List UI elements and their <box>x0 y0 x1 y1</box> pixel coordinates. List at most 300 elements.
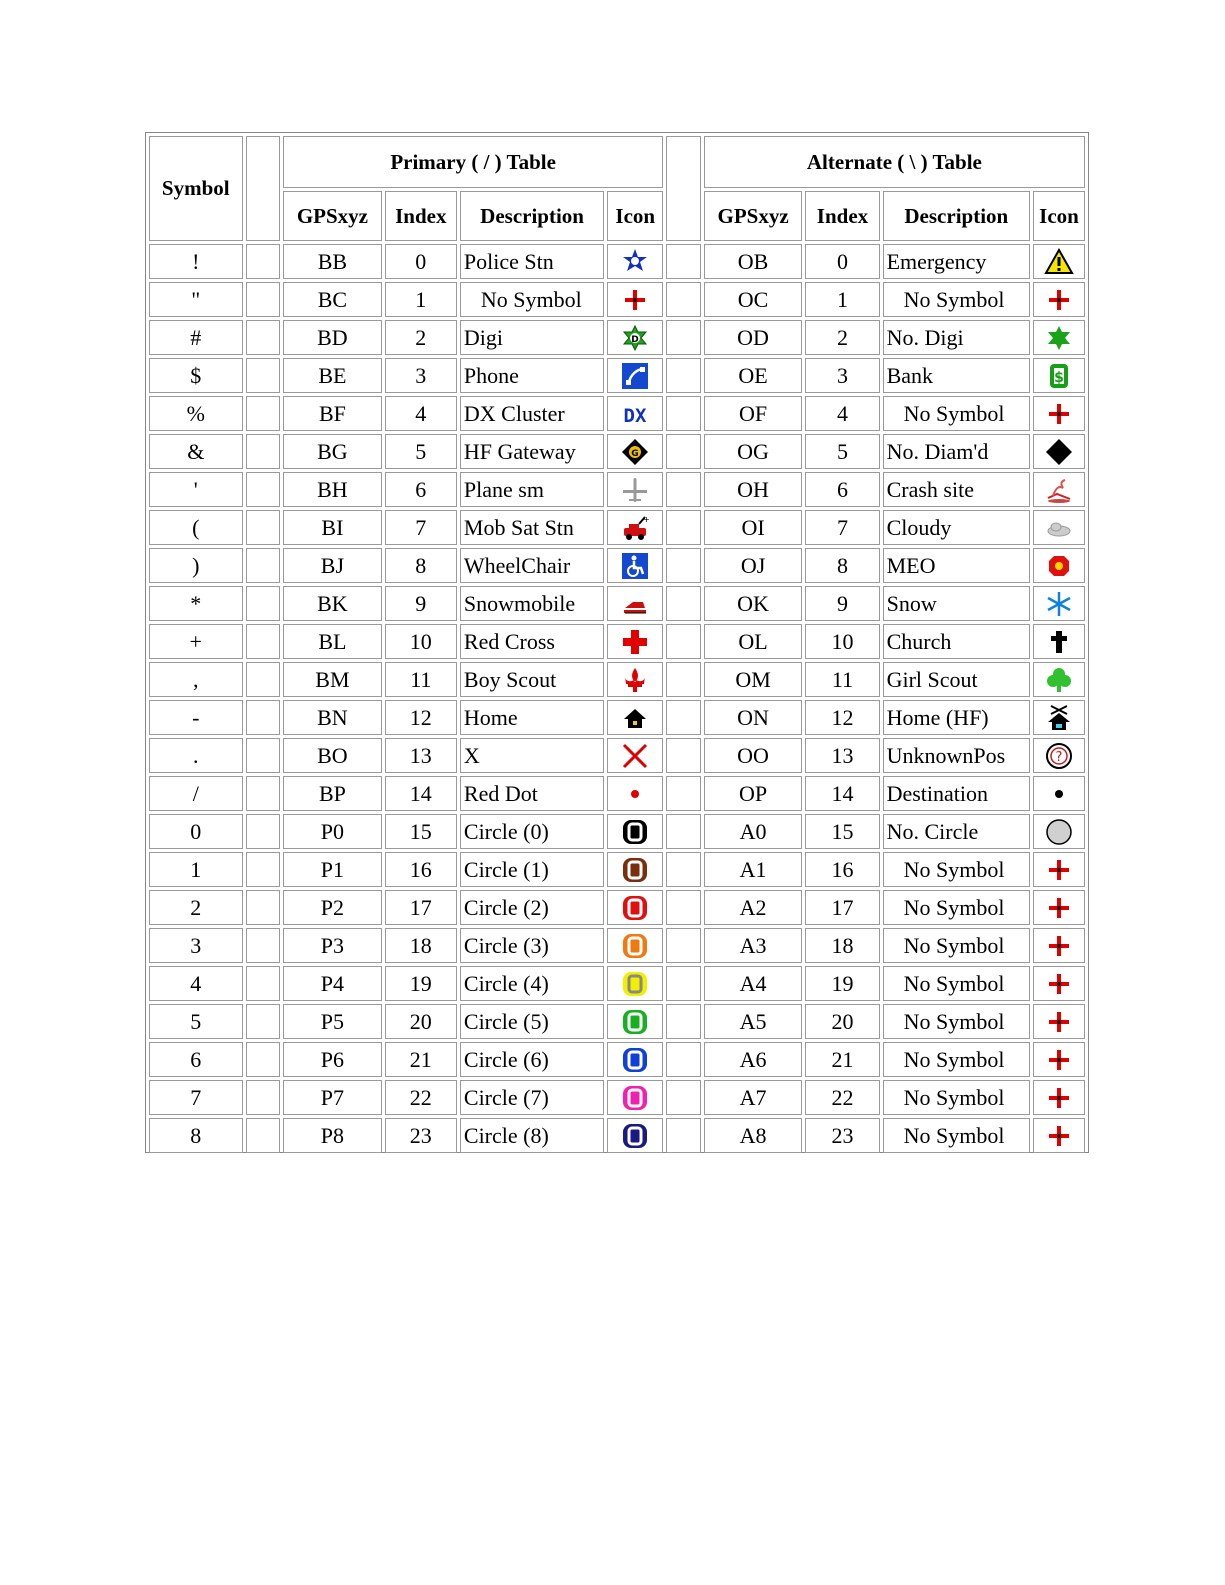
circle-2-icon <box>621 894 649 922</box>
column-spacer <box>246 282 281 317</box>
column-spacer <box>246 320 281 355</box>
alternate-index-cell: 21 <box>805 1042 879 1077</box>
alternate-icon-header: Icon <box>1033 191 1085 241</box>
alternate-gpsxyz-cell: A4 <box>704 966 803 1001</box>
primary-index-cell: 5 <box>385 434 457 469</box>
primary-gpsxyz-cell: P3 <box>283 928 382 963</box>
alternate-description-cell: No. Diam'd <box>883 434 1030 469</box>
no-symbol-cross-icon <box>1045 856 1073 884</box>
primary-description-cell: Boy Scout <box>460 662 604 697</box>
column-spacer <box>246 244 281 279</box>
primary-gpsxyz-cell: BE <box>283 358 382 393</box>
alternate-gpsxyz-cell: A1 <box>704 852 803 887</box>
alternate-description-cell: No Symbol <box>883 890 1030 925</box>
svg-text:D: D <box>631 334 639 345</box>
primary-gpsxyz-cell: BP <box>283 776 382 811</box>
alternate-gpsxyz-cell: OE <box>704 358 803 393</box>
alternate-index-cell: 9 <box>805 586 879 621</box>
primary-icon-cell <box>607 662 663 697</box>
alternate-description-cell: No Symbol <box>883 1042 1030 1077</box>
primary-index-cell: 8 <box>385 548 457 583</box>
table-row <box>149 776 1085 811</box>
alternate-gpsxyz-cell: OB <box>704 244 803 279</box>
alternate-index-cell: 7 <box>805 510 879 545</box>
aprs-symbol-table <box>146 133 1088 1156</box>
alternate-icon-cell <box>1033 1118 1085 1153</box>
alternate-description-cell: No Symbol <box>883 928 1030 963</box>
primary-index-cell: 12 <box>385 700 457 735</box>
alternate-icon-cell <box>1033 244 1085 279</box>
primary-icon-cell <box>607 1042 663 1077</box>
symbol-cell: % <box>149 396 243 431</box>
primary-icon-cell <box>607 814 663 849</box>
column-spacer <box>666 434 701 469</box>
alternate-index-cell: 13 <box>805 738 879 773</box>
dx-icon <box>621 400 649 428</box>
x-icon <box>621 742 649 770</box>
alternate-gpsxyz-cell: A8 <box>704 1118 803 1153</box>
symbol-cell: # <box>149 320 243 355</box>
alternate-description-cell: No Symbol <box>883 1118 1030 1153</box>
primary-gpsxyz-cell: BC <box>283 282 382 317</box>
table-row <box>149 738 1085 773</box>
primary-icon-cell <box>607 586 663 621</box>
primary-icon-cell <box>607 472 663 507</box>
svg-text:DX: DX <box>623 404 647 427</box>
column-spacer <box>246 738 281 773</box>
table-row <box>149 1118 1085 1153</box>
symbol-cell: . <box>149 738 243 773</box>
alternate-description-cell: No Symbol <box>883 396 1030 431</box>
alternate-gpsxyz-cell: OM <box>704 662 803 697</box>
primary-description-cell: Circle (1) <box>460 852 604 887</box>
alternate-icon-cell <box>1033 472 1085 507</box>
column-spacer <box>666 776 701 811</box>
no-symbol-cross-icon <box>621 286 649 314</box>
primary-icon-cell <box>607 1118 663 1153</box>
primary-description-cell: Circle (0) <box>460 814 604 849</box>
column-spacer <box>246 624 281 659</box>
symbol-cell: 7 <box>149 1080 243 1115</box>
column-spacer <box>666 136 701 241</box>
primary-icon-cell <box>607 966 663 1001</box>
column-spacer <box>666 282 701 317</box>
primary-description-cell: Circle (7) <box>460 1080 604 1115</box>
primary-icon-cell <box>607 624 663 659</box>
alternate-gpsxyz-header: GPSxyz <box>704 191 803 241</box>
primary-description-cell: Phone <box>460 358 604 393</box>
column-spacer <box>246 928 281 963</box>
column-spacer <box>246 548 281 583</box>
alternate-icon-cell <box>1033 282 1085 317</box>
column-spacer <box>246 136 281 241</box>
alternate-icon-cell <box>1033 396 1085 431</box>
column-spacer <box>246 1080 281 1115</box>
primary-gpsxyz-cell: BJ <box>283 548 382 583</box>
bank-icon <box>1045 362 1073 390</box>
symbol-cell: 5 <box>149 1004 243 1039</box>
primary-icon-cell <box>607 358 663 393</box>
alternate-index-cell: 2 <box>805 320 879 355</box>
primary-gpsxyz-cell: P2 <box>283 890 382 925</box>
primary-index-cell: 15 <box>385 814 457 849</box>
primary-icon-cell <box>607 1004 663 1039</box>
alternate-icon-cell <box>1033 814 1085 849</box>
alternate-gpsxyz-cell: A5 <box>704 1004 803 1039</box>
column-spacer <box>666 1004 701 1039</box>
symbol-cell: 1 <box>149 852 243 887</box>
cloud-icon <box>1045 514 1073 542</box>
primary-icon-cell <box>607 776 663 811</box>
alternate-description-cell: No Symbol <box>883 1004 1030 1039</box>
phone-icon <box>621 362 649 390</box>
circle-0-icon <box>621 818 649 846</box>
no-symbol-cross-icon <box>1045 970 1073 998</box>
question-circle-icon <box>1045 742 1073 770</box>
table-row <box>149 1080 1085 1115</box>
primary-gpsxyz-cell: BK <box>283 586 382 621</box>
symbol-cell: + <box>149 624 243 659</box>
primary-gpsxyz-cell: BD <box>283 320 382 355</box>
alternate-icon-cell <box>1033 624 1085 659</box>
primary-description-cell: No Symbol <box>460 282 604 317</box>
primary-description-cell: DX Cluster <box>460 396 604 431</box>
svg-text:G: G <box>631 448 639 459</box>
table-row <box>149 510 1085 545</box>
alternate-icon-cell <box>1033 890 1085 925</box>
green-star-icon <box>1045 324 1073 352</box>
table-row <box>149 244 1085 279</box>
column-spacer <box>246 510 281 545</box>
primary-description-cell: Circle (8) <box>460 1118 604 1153</box>
police-star-icon <box>621 248 649 276</box>
column-spacer <box>666 1042 701 1077</box>
primary-index-cell: 17 <box>385 890 457 925</box>
alternate-description-cell: No. Circle <box>883 814 1030 849</box>
circle-3-icon <box>621 932 649 960</box>
symbol-header: Symbol <box>149 136 243 241</box>
primary-description-cell: Circle (5) <box>460 1004 604 1039</box>
symbol-cell: 0 <box>149 814 243 849</box>
table-row <box>149 586 1085 621</box>
primary-icon-cell <box>607 396 663 431</box>
alternate-gpsxyz-cell: A3 <box>704 928 803 963</box>
circle-5-icon <box>621 1008 649 1036</box>
primary-gpsxyz-cell: P7 <box>283 1080 382 1115</box>
primary-index-cell: 0 <box>385 244 457 279</box>
primary-index-cell: 20 <box>385 1004 457 1039</box>
svg-text:$: $ <box>1054 369 1064 386</box>
primary-icon-cell <box>607 852 663 887</box>
wheelchair-icon <box>621 552 649 580</box>
primary-index-cell: 18 <box>385 928 457 963</box>
alternate-description-cell: MEO <box>883 548 1030 583</box>
column-spacer <box>246 814 281 849</box>
primary-description-cell: Red Dot <box>460 776 604 811</box>
alternate-gpsxyz-cell: OO <box>704 738 803 773</box>
primary-gpsxyz-header: GPSxyz <box>283 191 382 241</box>
column-spacer <box>666 966 701 1001</box>
black-diamond-icon <box>1045 438 1073 466</box>
table-row <box>149 852 1085 887</box>
alternate-icon-cell <box>1033 928 1085 963</box>
alternate-index-cell: 18 <box>805 928 879 963</box>
primary-description-cell: HF Gateway <box>460 434 604 469</box>
alternate-description-cell: Crash site <box>883 472 1030 507</box>
alternate-icon-cell <box>1033 548 1085 583</box>
symbol-cell: , <box>149 662 243 697</box>
primary-gpsxyz-cell: BI <box>283 510 382 545</box>
alternate-index-cell: 15 <box>805 814 879 849</box>
plane-icon <box>621 476 649 504</box>
table-row <box>149 434 1085 469</box>
column-spacer <box>666 1118 701 1153</box>
circle-1-icon <box>621 856 649 884</box>
column-spacer <box>666 548 701 583</box>
column-spacer <box>246 662 281 697</box>
alternate-gpsxyz-cell: OI <box>704 510 803 545</box>
no-symbol-cross-icon <box>1045 1046 1073 1074</box>
primary-gpsxyz-cell: P6 <box>283 1042 382 1077</box>
snowflake-icon <box>1045 590 1073 618</box>
symbol-cell: ( <box>149 510 243 545</box>
primary-icon-cell <box>607 1080 663 1115</box>
alternate-icon-cell <box>1033 1080 1085 1115</box>
primary-index-cell: 21 <box>385 1042 457 1077</box>
table-row <box>149 814 1085 849</box>
alternate-icon-cell <box>1033 966 1085 1001</box>
primary-description-cell: Plane sm <box>460 472 604 507</box>
svg-text:?: ? <box>1055 749 1063 765</box>
alternate-gpsxyz-cell: A6 <box>704 1042 803 1077</box>
primary-index-cell: 3 <box>385 358 457 393</box>
alternate-gpsxyz-cell: OF <box>704 396 803 431</box>
primary-description-cell: Circle (2) <box>460 890 604 925</box>
red-dot-icon <box>621 780 649 808</box>
column-spacer <box>666 890 701 925</box>
alternate-description-cell: No Symbol <box>883 1080 1030 1115</box>
no-symbol-cross-icon <box>1045 932 1073 960</box>
alternate-gpsxyz-cell: ON <box>704 700 803 735</box>
primary-description-cell: Police Stn <box>460 244 604 279</box>
symbol-cell: ! <box>149 244 243 279</box>
column-spacer <box>666 1080 701 1115</box>
symbol-cell: / <box>149 776 243 811</box>
alternate-description-cell: Snow <box>883 586 1030 621</box>
primary-gpsxyz-cell: BF <box>283 396 382 431</box>
digi-star-icon <box>621 324 649 352</box>
primary-description-cell: Circle (6) <box>460 1042 604 1077</box>
alternate-description-cell: Church <box>883 624 1030 659</box>
primary-description-cell: Snowmobile <box>460 586 604 621</box>
alternate-description-cell: Cloudy <box>883 510 1030 545</box>
column-spacer <box>246 586 281 621</box>
alternate-gpsxyz-cell: A7 <box>704 1080 803 1115</box>
column-spacer <box>246 700 281 735</box>
primary-icon-cell <box>607 510 663 545</box>
primary-gpsxyz-cell: P4 <box>283 966 382 1001</box>
alternate-gpsxyz-cell: OG <box>704 434 803 469</box>
alternate-description-cell: Home (HF) <box>883 700 1030 735</box>
alternate-gpsxyz-cell: OC <box>704 282 803 317</box>
church-cross-icon <box>1045 628 1073 656</box>
column-spacer <box>666 662 701 697</box>
alternate-index-cell: 20 <box>805 1004 879 1039</box>
column-spacer <box>666 852 701 887</box>
column-spacer <box>246 434 281 469</box>
trefoil-icon <box>1045 666 1073 694</box>
column-spacer <box>666 244 701 279</box>
svg-text:+: + <box>643 514 650 524</box>
table-row <box>149 928 1085 963</box>
column-spacer <box>666 738 701 773</box>
column-spacer <box>666 624 701 659</box>
primary-index-cell: 7 <box>385 510 457 545</box>
primary-gpsxyz-cell: BM <box>283 662 382 697</box>
alternate-index-cell: 16 <box>805 852 879 887</box>
alternate-gpsxyz-cell: A2 <box>704 890 803 925</box>
alternate-index-cell: 19 <box>805 966 879 1001</box>
fleur-de-lis-icon <box>621 666 649 694</box>
primary-gpsxyz-cell: BN <box>283 700 382 735</box>
circle-4-icon <box>621 970 649 998</box>
circle-7-icon <box>621 1084 649 1112</box>
no-symbol-cross-icon <box>1045 1008 1073 1036</box>
symbol-cell: 2 <box>149 890 243 925</box>
alternate-description-cell: Destination <box>883 776 1030 811</box>
primary-index-cell: 16 <box>385 852 457 887</box>
column-spacer <box>246 1118 281 1153</box>
table-row <box>149 396 1085 431</box>
symbol-cell: & <box>149 434 243 469</box>
primary-index-cell: 11 <box>385 662 457 697</box>
alternate-table-title: Alternate ( \ ) Table <box>704 136 1085 188</box>
red-cross-icon <box>621 628 649 656</box>
primary-index-cell: 2 <box>385 320 457 355</box>
primary-index-cell: 1 <box>385 282 457 317</box>
primary-index-cell: 10 <box>385 624 457 659</box>
black-dot-icon <box>1045 780 1073 808</box>
column-spacer <box>246 1004 281 1039</box>
alternate-icon-cell <box>1033 586 1085 621</box>
no-symbol-cross-icon <box>1045 286 1073 314</box>
primary-icon-cell <box>607 282 663 317</box>
symbol-cell: ) <box>149 548 243 583</box>
alternate-index-cell: 23 <box>805 1118 879 1153</box>
primary-table-title: Primary ( / ) Table <box>283 136 663 188</box>
primary-gpsxyz-cell: P1 <box>283 852 382 887</box>
primary-gpsxyz-cell: P8 <box>283 1118 382 1153</box>
primary-gpsxyz-cell: BH <box>283 472 382 507</box>
crash-site-icon <box>1045 476 1073 504</box>
alternate-index-cell: 1 <box>805 282 879 317</box>
mobile-sat-icon <box>621 514 649 542</box>
home-hf-icon <box>1045 704 1073 732</box>
table-row <box>149 890 1085 925</box>
column-spacer <box>246 358 281 393</box>
alternate-description-header: Description <box>883 191 1030 241</box>
primary-gpsxyz-cell: P0 <box>283 814 382 849</box>
primary-index-cell: 22 <box>385 1080 457 1115</box>
primary-gpsxyz-cell: BO <box>283 738 382 773</box>
primary-icon-cell <box>607 890 663 925</box>
column-spacer <box>246 852 281 887</box>
alternate-icon-cell <box>1033 358 1085 393</box>
alternate-index-cell: 5 <box>805 434 879 469</box>
table-body <box>149 244 1085 1153</box>
primary-icon-cell <box>607 244 663 279</box>
primary-index-cell: 4 <box>385 396 457 431</box>
primary-description-cell: Circle (4) <box>460 966 604 1001</box>
column-spacer <box>666 396 701 431</box>
alternate-index-cell: 6 <box>805 472 879 507</box>
alternate-description-cell: Bank <box>883 358 1030 393</box>
table-row <box>149 624 1085 659</box>
primary-gpsxyz-cell: BB <box>283 244 382 279</box>
column-spacer <box>666 510 701 545</box>
column-spacer <box>666 358 701 393</box>
column-spacer <box>666 928 701 963</box>
gray-circle-icon <box>1045 818 1073 846</box>
alternate-description-cell: UnknownPos <box>883 738 1030 773</box>
symbol-cell: ' <box>149 472 243 507</box>
primary-icon-cell <box>607 548 663 583</box>
alternate-description-cell: No Symbol <box>883 852 1030 887</box>
alternate-icon-cell <box>1033 434 1085 469</box>
primary-description-cell: Home <box>460 700 604 735</box>
primary-icon-cell <box>607 320 663 355</box>
alternate-gpsxyz-cell: A0 <box>704 814 803 849</box>
column-spacer <box>666 320 701 355</box>
primary-description-cell: Red Cross <box>460 624 604 659</box>
alternate-index-cell: 12 <box>805 700 879 735</box>
alternate-index-cell: 22 <box>805 1080 879 1115</box>
alternate-gpsxyz-cell: OH <box>704 472 803 507</box>
symbol-cell: - <box>149 700 243 735</box>
alternate-gpsxyz-cell: OJ <box>704 548 803 583</box>
alternate-gpsxyz-cell: OP <box>704 776 803 811</box>
alternate-index-cell: 14 <box>805 776 879 811</box>
alternate-index-header: Index <box>805 191 879 241</box>
alternate-icon-cell <box>1033 1042 1085 1077</box>
alternate-description-cell: Emergency <box>883 244 1030 279</box>
column-spacer <box>666 472 701 507</box>
primary-index-cell: 6 <box>385 472 457 507</box>
circle-8-icon <box>621 1122 649 1150</box>
table-row <box>149 282 1085 317</box>
symbol-cell: 8 <box>149 1118 243 1153</box>
primary-icon-header: Icon <box>607 191 663 241</box>
alternate-icon-cell <box>1033 662 1085 697</box>
warning-triangle-icon <box>1045 248 1073 276</box>
primary-icon-cell <box>607 928 663 963</box>
symbol-cell: $ <box>149 358 243 393</box>
alternate-icon-cell <box>1033 738 1085 773</box>
column-spacer <box>666 586 701 621</box>
column-spacer <box>666 814 701 849</box>
alternate-description-cell: No. Digi <box>883 320 1030 355</box>
alternate-index-cell: 8 <box>805 548 879 583</box>
symbol-table-frame <box>145 132 1089 1153</box>
alternate-index-cell: 4 <box>805 396 879 431</box>
primary-index-cell: 14 <box>385 776 457 811</box>
alternate-index-cell: 17 <box>805 890 879 925</box>
alternate-icon-cell <box>1033 320 1085 355</box>
primary-index-cell: 9 <box>385 586 457 621</box>
primary-index-header: Index <box>385 191 457 241</box>
alternate-index-cell: 10 <box>805 624 879 659</box>
table-row <box>149 472 1085 507</box>
